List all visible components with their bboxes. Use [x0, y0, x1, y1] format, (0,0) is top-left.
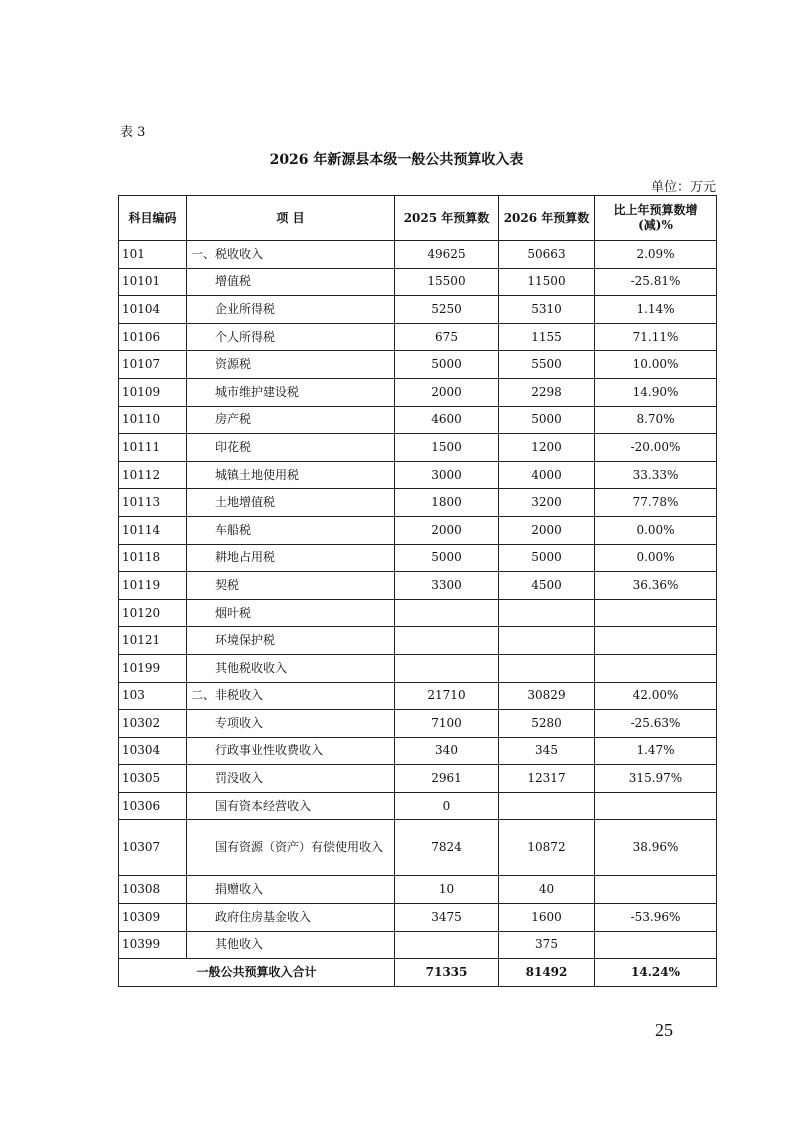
code-cell: 10199 — [119, 654, 187, 682]
budget-2025-cell: 2000 — [395, 516, 499, 544]
code-cell: 10106 — [119, 323, 187, 351]
item-name-cell: 耕地占用税 — [187, 544, 395, 572]
budget-2025-cell — [395, 627, 499, 655]
item-name-cell: 国有资本经营收入 — [187, 792, 395, 820]
table-row — [119, 931, 717, 959]
budget-2025-cell: 675 — [395, 323, 499, 351]
code-cell: 10306 — [119, 792, 187, 820]
change-percent-cell: -25.63% — [595, 710, 717, 738]
code-cell: 10111 — [119, 434, 187, 462]
change-percent-cell: 36.36% — [595, 572, 717, 600]
item-name-cell: 罚没收入 — [187, 765, 395, 793]
change-percent-cell: 8.70% — [595, 406, 717, 434]
budget-2025-cell: 7100 — [395, 710, 499, 738]
table-row — [119, 682, 717, 710]
code-cell: 10107 — [119, 351, 187, 379]
budget-2026-cell: 5280 — [499, 710, 595, 738]
code-cell: 103 — [119, 682, 187, 710]
change-percent-cell — [595, 654, 717, 682]
code-cell: 10118 — [119, 544, 187, 572]
table-row — [119, 792, 717, 820]
table-row — [119, 820, 717, 876]
budget-2025-cell: 2961 — [395, 765, 499, 793]
change-percent-cell: 38.96% — [595, 820, 717, 876]
budget-2025-cell: 5000 — [395, 351, 499, 379]
table-row — [119, 544, 717, 572]
table-row — [119, 241, 717, 269]
budget-2026-cell: 2298 — [499, 378, 595, 406]
code-cell: 10399 — [119, 931, 187, 959]
budget-2026-cell: 4500 — [499, 572, 595, 600]
item-name-cell: 印花税 — [187, 434, 395, 462]
budget-2026-cell — [499, 792, 595, 820]
table-row — [119, 572, 717, 600]
budget-2026-cell: 40 — [499, 876, 595, 904]
table-row — [119, 710, 717, 738]
item-name-cell: 个人所得税 — [187, 323, 395, 351]
change-percent-cell: 77.78% — [595, 489, 717, 517]
budget-2026-cell: 5000 — [499, 406, 595, 434]
total-change: 14.24% — [595, 959, 717, 987]
table-row — [119, 489, 717, 517]
change-percent-cell: 0.00% — [595, 544, 717, 572]
code-cell: 10307 — [119, 820, 187, 876]
budget-2025-cell: 49625 — [395, 241, 499, 269]
budget-2026-cell: 375 — [499, 931, 595, 959]
budget-2025-cell — [395, 931, 499, 959]
total-row — [119, 959, 717, 987]
item-name-cell: 国有资源（资产）有偿使用收入 — [187, 820, 395, 876]
change-percent-cell: 315.97% — [595, 765, 717, 793]
total-label: 一般公共预算收入合计 — [119, 959, 395, 987]
budget-2026-cell: 345 — [499, 737, 595, 765]
unit-label: 单位：万元 — [650, 180, 716, 195]
table-row — [119, 378, 717, 406]
table-row — [119, 904, 717, 932]
item-name-cell: 其他收入 — [187, 931, 395, 959]
table-row — [119, 654, 717, 682]
change-percent-cell — [595, 627, 717, 655]
table-row — [119, 765, 717, 793]
change-percent-cell: 0.00% — [595, 516, 717, 544]
budget-2026-cell: 1600 — [499, 904, 595, 932]
budget-2026-cell: 2000 — [499, 516, 595, 544]
code-cell: 10109 — [119, 378, 187, 406]
table-row — [119, 737, 717, 765]
table-row — [119, 434, 717, 462]
item-name-cell: 企业所得税 — [187, 296, 395, 324]
table-body — [119, 241, 717, 959]
change-percent-cell: 42.00% — [595, 682, 717, 710]
table-row — [119, 323, 717, 351]
budget-2025-cell: 5000 — [395, 544, 499, 572]
table-label: 表 3 — [120, 125, 146, 140]
code-cell: 10121 — [119, 627, 187, 655]
budget-2025-cell — [395, 599, 499, 627]
change-percent-cell: -25.81% — [595, 268, 717, 296]
budget-2026-cell: 50663 — [499, 241, 595, 269]
item-name-cell: 房产税 — [187, 406, 395, 434]
budget-2025-cell: 340 — [395, 737, 499, 765]
table-row — [119, 461, 717, 489]
item-name-cell: 烟叶税 — [187, 599, 395, 627]
item-name-cell: 一、税收收入 — [187, 241, 395, 269]
budget-2025-cell: 15500 — [395, 268, 499, 296]
table-row — [119, 516, 717, 544]
item-name-cell: 车船税 — [187, 516, 395, 544]
item-name-cell: 资源税 — [187, 351, 395, 379]
budget-2026-cell: 10872 — [499, 820, 595, 876]
budget-2025-cell — [395, 654, 499, 682]
table-row — [119, 599, 717, 627]
item-name-cell: 专项收入 — [187, 710, 395, 738]
code-cell: 10114 — [119, 516, 187, 544]
table-row — [119, 268, 717, 296]
item-name-cell: 城市维护建设税 — [187, 378, 395, 406]
change-percent-cell: 10.00% — [595, 351, 717, 379]
item-name-cell: 政府住房基金收入 — [187, 904, 395, 932]
table-row — [119, 406, 717, 434]
header-2026: 2026 年预算数 — [499, 196, 595, 241]
budget-2025-cell: 3000 — [395, 461, 499, 489]
code-cell: 10112 — [119, 461, 187, 489]
header-change: 比上年预算数增(减)% — [595, 196, 717, 241]
code-cell: 10104 — [119, 296, 187, 324]
budget-2025-cell: 7824 — [395, 820, 499, 876]
change-percent-cell — [595, 931, 717, 959]
item-name-cell: 土地增值税 — [187, 489, 395, 517]
code-cell: 10302 — [119, 710, 187, 738]
code-cell: 10113 — [119, 489, 187, 517]
budget-2025-cell: 1500 — [395, 434, 499, 462]
header-2025: 2025 年预算数 — [395, 196, 499, 241]
change-percent-cell: 71.11% — [595, 323, 717, 351]
budget-2026-cell — [499, 627, 595, 655]
change-percent-cell: 14.90% — [595, 378, 717, 406]
item-name-cell: 其他税收收入 — [187, 654, 395, 682]
change-percent-cell: 2.09% — [595, 241, 717, 269]
budget-2026-cell: 1200 — [499, 434, 595, 462]
table-row — [119, 876, 717, 904]
item-name-cell: 契税 — [187, 572, 395, 600]
code-cell: 10309 — [119, 904, 187, 932]
budget-2026-cell: 4000 — [499, 461, 595, 489]
code-cell: 10119 — [119, 572, 187, 600]
budget-2026-cell: 3200 — [499, 489, 595, 517]
budget-2026-cell: 1155 — [499, 323, 595, 351]
budget-2026-cell: 5500 — [499, 351, 595, 379]
change-percent-cell: -20.00% — [595, 434, 717, 462]
code-cell: 10304 — [119, 737, 187, 765]
code-cell: 10308 — [119, 876, 187, 904]
budget-2026-cell: 5310 — [499, 296, 595, 324]
header-code: 科目编码 — [119, 196, 187, 241]
item-name-cell: 二、非税收入 — [187, 682, 395, 710]
budget-2026-cell: 30829 — [499, 682, 595, 710]
change-percent-cell — [595, 599, 717, 627]
item-name-cell: 捐赠收入 — [187, 876, 395, 904]
total-2025: 71335 — [395, 959, 499, 987]
header-item: 项 目 — [187, 196, 395, 241]
change-percent-cell: -53.96% — [595, 904, 717, 932]
code-cell: 10305 — [119, 765, 187, 793]
item-name-cell: 增值税 — [187, 268, 395, 296]
budget-2025-cell: 1800 — [395, 489, 499, 517]
change-percent-cell: 33.33% — [595, 461, 717, 489]
budget-2026-cell: 5000 — [499, 544, 595, 572]
code-cell: 101 — [119, 241, 187, 269]
budget-2025-cell: 0 — [395, 792, 499, 820]
page-number: 25 — [655, 1020, 673, 1040]
code-cell: 10120 — [119, 599, 187, 627]
table-row — [119, 627, 717, 655]
budget-2026-cell: 11500 — [499, 268, 595, 296]
code-cell: 10110 — [119, 406, 187, 434]
budget-2025-cell: 10 — [395, 876, 499, 904]
item-name-cell: 行政事业性收费收入 — [187, 737, 395, 765]
change-percent-cell — [595, 792, 717, 820]
budget-2025-cell: 2000 — [395, 378, 499, 406]
budget-2025-cell: 5250 — [395, 296, 499, 324]
budget-2025-cell: 21710 — [395, 682, 499, 710]
item-name-cell: 城镇土地使用税 — [187, 461, 395, 489]
total-2026: 81492 — [499, 959, 595, 987]
change-percent-cell: 1.14% — [595, 296, 717, 324]
budget-revenue-table — [118, 195, 717, 987]
table-row — [119, 296, 717, 324]
budget-2025-cell: 3300 — [395, 572, 499, 600]
change-percent-cell: 1.47% — [595, 737, 717, 765]
item-name-cell: 环境保护税 — [187, 627, 395, 655]
page-title: 2026 年新源县本级一般公共预算收入表 — [269, 152, 524, 168]
table-row — [119, 351, 717, 379]
budget-2025-cell: 4600 — [395, 406, 499, 434]
table-header-row — [119, 196, 717, 241]
budget-2026-cell: 12317 — [499, 765, 595, 793]
budget-2026-cell — [499, 654, 595, 682]
budget-2026-cell — [499, 599, 595, 627]
budget-2025-cell: 3475 — [395, 904, 499, 932]
change-percent-cell — [595, 876, 717, 904]
code-cell: 10101 — [119, 268, 187, 296]
